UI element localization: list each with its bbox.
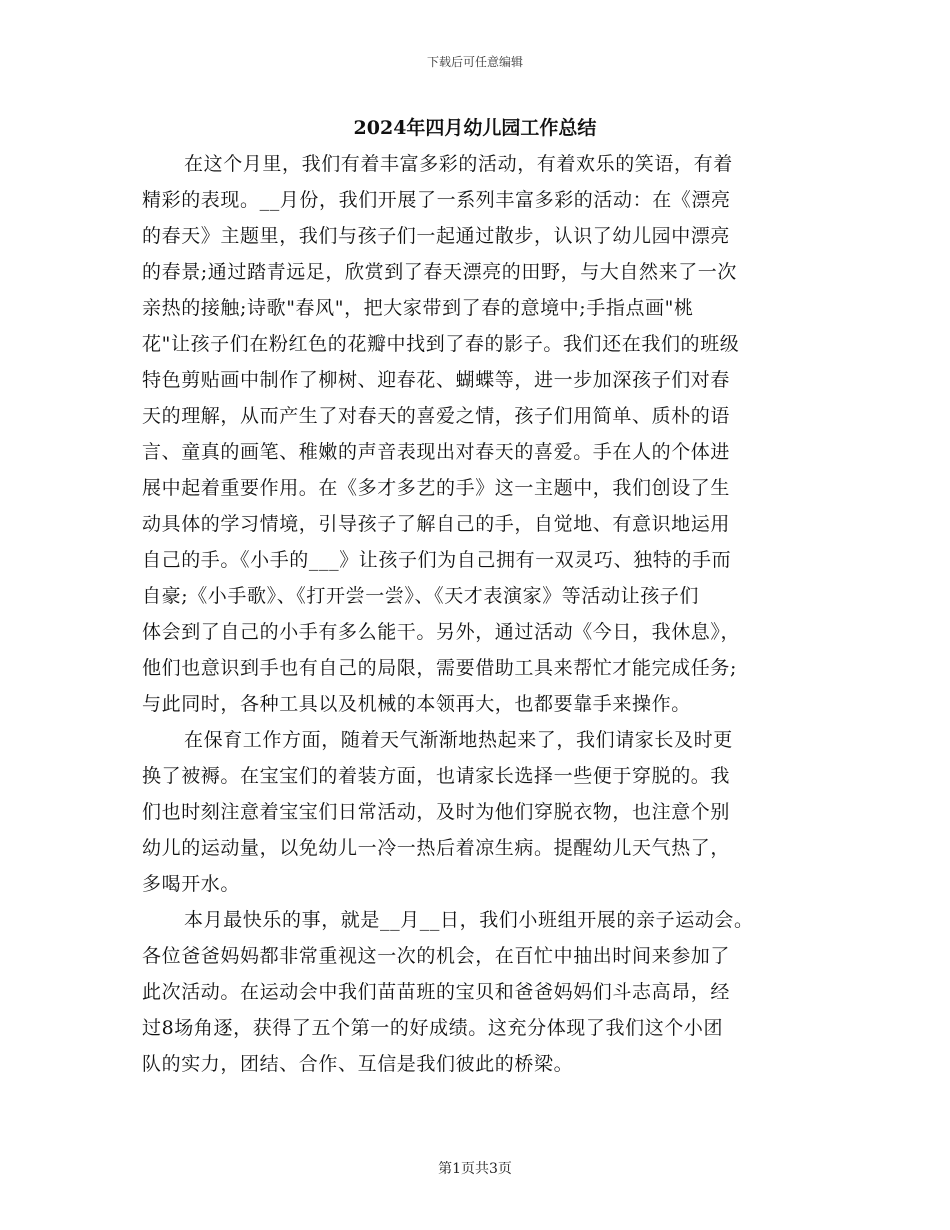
text-line: 他们也意识到手也有自己的局限，需要借助工具来帮忙才能完成任务; xyxy=(142,657,738,679)
text-line: 换了被褥。在宝宝们的着装方面，也请家长选择一些便于穿脱的。我 xyxy=(142,765,731,787)
text-line: 自豪;《小手歌》、《打开尝一尝》、《天才表演家》等活动让孩子们 xyxy=(142,585,700,607)
text-line: 亲热的接触;诗歌"春风"，把大家带到了春的意境中;手指点画"桃 xyxy=(142,297,694,319)
text-line: 的春景;通过踏青远足，欣赏到了春天漂亮的田野，与大自然来了一次 xyxy=(142,261,738,283)
header-note: 下载后可任意编辑 xyxy=(426,55,523,69)
text-line: 各位爸爸妈妈都非常重视这一次的机会，在百忙中抽出时间来参加了 xyxy=(142,945,731,967)
text-line: 精彩的表现。__月份，我们开展了一系列丰富多彩的活动：在《漂亮 xyxy=(142,189,731,211)
text-line: 体会到了自己的小手有多么能干。另外，通过活动《今日，我休息》， xyxy=(142,621,741,643)
text-line: 自己的手。《小手的___》让孩子们为自己拥有一双灵巧、独特的手而 xyxy=(142,549,732,571)
text-line: 展中起着重要作用。在《多才多艺的手》这一主题中，我们创设了生 xyxy=(142,477,731,499)
text-line: 的春天》主题里，我们与孩子们一起通过散步，认识了幼儿园中漂亮 xyxy=(142,225,731,247)
text-line: 队的实力，团结、合作、互信是我们彼此的桥梁。 xyxy=(142,1053,574,1075)
text-line: 在这个月里，我们有着丰富多彩的活动，有着欢乐的笑语，有着 xyxy=(184,153,733,175)
text-line: 幼儿的运动量，以免幼儿一冷一热后着凉生病。提醒幼儿天气热了， xyxy=(142,837,731,859)
page-number-footer: 第1页共3页 xyxy=(438,1161,512,1177)
text-line: 们也时刻注意着宝宝们日常活动，及时为他们穿脱衣物，也注意个别 xyxy=(142,801,731,823)
text-line: 特色剪贴画中制作了柳树、迎春花、蝴蝶等，进一步加深孩子们对春 xyxy=(142,369,731,391)
text-line: 多喝开水。 xyxy=(142,873,241,895)
text-line: 过8场角逐，获得了五个第一的好成绩。这充分体现了我们这个小团 xyxy=(142,1017,724,1039)
document-body xyxy=(142,146,808,1082)
document-title: 2024年四月幼儿园工作总结 xyxy=(353,117,597,139)
text-line: 天的理解，从而产生了对春天的喜爱之情，孩子们用简单、质朴的语 xyxy=(142,405,731,427)
text-line: 花"让孩子们在粉红色的花瓣中找到了春的影子。我们还在我们的班级 xyxy=(142,333,740,355)
text-line: 言、童真的画笔、稚嫩的声音表现出对春天的喜爱。手在人的个体进 xyxy=(142,441,731,463)
text-line: 在保育工作方面，随着天气渐渐地热起来了，我们请家长及时更 xyxy=(184,729,733,751)
text-line: 此次活动。在运动会中我们苗苗班的宝贝和爸爸妈妈们斗志高昂，经 xyxy=(142,981,731,1003)
text-line: 与此同时，各种工具以及机械的本领再大，也都要靠手来操作。 xyxy=(142,693,691,715)
text-line: 本月最快乐的事，就是__月__日，我们小班组开展的亲子运动会。 xyxy=(184,909,754,931)
text-line: 动具体的学习情境，引导孩子了解自己的手，自觉地、有意识地运用 xyxy=(142,513,731,535)
